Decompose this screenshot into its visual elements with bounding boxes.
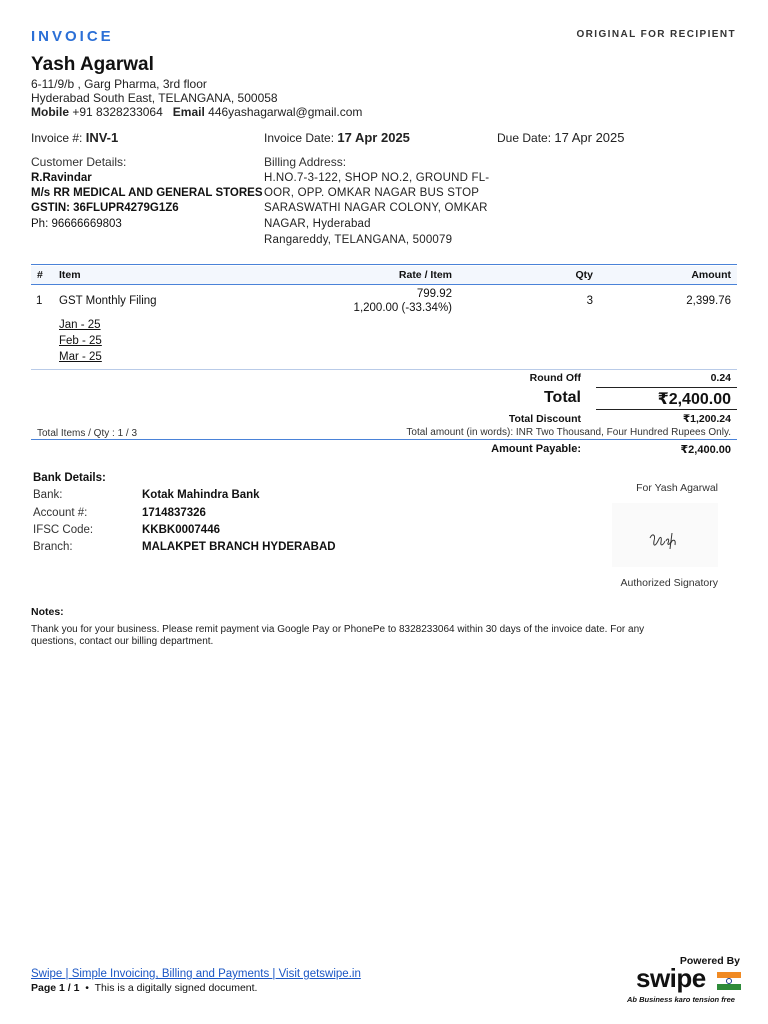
footer-page-info (31, 982, 257, 994)
mobile-label: Mobile (31, 105, 69, 119)
invoice-date-value: 17 Apr 2025 (337, 130, 410, 145)
total-rule (596, 387, 737, 388)
company-name: Yash Agarwal (31, 54, 154, 75)
col-rate-header: Rate / Item (398, 269, 452, 281)
billing-line: H.NO.7-3-122, SHOP NO.2, GROUND FL- (264, 172, 490, 184)
billing-address-label: Billing Address: (264, 155, 347, 169)
sub-item: Feb - 25 (59, 335, 102, 347)
invoice-number (31, 130, 118, 145)
signature-image (612, 503, 718, 567)
items-qty-summary: Total Items / Qty : 1 / 3 (37, 428, 138, 439)
invoice-date (264, 130, 410, 145)
sub-item: Jan - 25 (59, 319, 101, 331)
row-item: GST Monthly Filing (59, 295, 157, 307)
email-value: 446yashagarwal@gmail.com (208, 105, 363, 119)
total-rule-bottom (596, 409, 737, 410)
due-date-label: Due Date: (497, 131, 552, 145)
signature-scribble (612, 503, 718, 567)
amount-in-words: Total amount (in words): INR Two Thousand, Four Hundred Rupees Only. (406, 427, 731, 438)
notes-label: Notes: (31, 606, 64, 618)
due-date-value: 17 Apr 2025 (554, 130, 625, 145)
company-contact (31, 105, 362, 119)
customer-phone: Ph: 96666669803 (31, 218, 122, 230)
due-date (497, 130, 625, 145)
billing-line: SARASWATHI NAGAR COLONY, OMKAR (264, 202, 488, 214)
swipe-footer-link[interactable]: Swipe | Simple Invoicing, Billing and Payments | Visit getswipe.in (31, 968, 361, 980)
total-label: Total (543, 389, 581, 406)
notes-line: Thank you for your business. Please remit payment via Google Pay or PhonePe to 8328233064 within 30 days of the invoice date. For any (31, 624, 645, 635)
ifsc-label: IFSC Code: (33, 524, 94, 536)
col-amount-header: Amount (691, 269, 731, 281)
sub-item: Mar - 25 (59, 351, 102, 363)
invoice-number-value: INV-1 (85, 130, 119, 145)
payable-rule (31, 439, 737, 440)
table-bottom-rule (31, 369, 737, 370)
table-header-rule (31, 284, 737, 285)
customer-details-label: Customer Details: (31, 155, 127, 169)
branch-label: Branch: (33, 541, 73, 553)
authorized-signatory: Authorized Signatory (620, 577, 718, 589)
row-qty: 3 (586, 295, 593, 307)
invoice-title: INVOICE (31, 28, 114, 45)
billing-line: NAGAR, Hyderabad (264, 218, 371, 230)
mobile-value: +91 8328233064 (72, 105, 163, 119)
billing-line: Rangareddy, TELANGANA, 500079 (264, 234, 453, 246)
amount-payable-value: ₹2,400.00 (680, 444, 731, 456)
for-company-label: For Yash Agarwal (636, 482, 718, 494)
table-top-rule (31, 264, 737, 265)
customer-name: R.Ravindar (31, 172, 92, 184)
copy-label: ORIGINAL FOR RECIPIENT (576, 29, 736, 40)
bank-name-value: Kotak Mahindra Bank (142, 489, 260, 501)
invoice-number-label: Invoice #: (31, 131, 83, 145)
total-value: ₹2,400.00 (657, 391, 731, 408)
col-qty-header: Qty (575, 269, 593, 281)
powered-by-label: Powered By (679, 955, 740, 967)
customer-gstin: GSTIN: 36FLUPR4279G1Z6 (31, 202, 179, 214)
bank-details-title: Bank Details: (33, 472, 106, 484)
round-off-label: Round Off (529, 372, 581, 384)
customer-company: M/s RR MEDICAL AND GENERAL STORES (31, 187, 263, 199)
row-rate: 799.92 (416, 288, 452, 300)
col-index-header: # (37, 269, 43, 281)
ifsc-value: KKBK0007446 (142, 524, 220, 536)
bank-name-label: Bank: (33, 489, 63, 501)
amount-payable-label: Amount Payable: (491, 443, 581, 455)
swipe-logo: swipe (636, 963, 706, 993)
notes-line: questions, contact our billing department. (31, 636, 214, 647)
row-index: 1 (36, 295, 43, 307)
company-address-line1: 6-11/9/b , Garg Pharma, 3rd floor (31, 77, 207, 91)
india-flag-icon (717, 972, 741, 990)
digitally-signed-note: This is a digitally signed document. (94, 982, 258, 994)
round-off-value: 0.24 (710, 372, 731, 384)
col-item-header: Item (59, 269, 81, 281)
branch-value: MALAKPET BRANCH HYDERABAD (142, 541, 336, 553)
page-number: Page 1 / 1 (31, 982, 80, 994)
account-label: Account #: (33, 507, 88, 519)
account-value: 1714837326 (142, 507, 206, 519)
footer-bullet: • (85, 982, 89, 994)
row-amount: 2,399.76 (686, 295, 731, 307)
table-header (31, 266, 737, 284)
email-label: Email (172, 105, 205, 119)
billing-line: OOR, OPP. OMKAR NAGAR BUS STOP (264, 187, 480, 199)
row-rate-original: 1,200.00 (-33.34%) (353, 302, 452, 314)
swipe-tagline: Ab Business karo tension free (627, 995, 735, 1004)
discount-label: Total Discount (508, 413, 581, 425)
discount-value: ₹1,200.24 (682, 413, 731, 425)
company-address-line2: Hyderabad South East, TELANGANA, 500058 (31, 91, 278, 105)
invoice-date-label: Invoice Date: (264, 131, 335, 145)
